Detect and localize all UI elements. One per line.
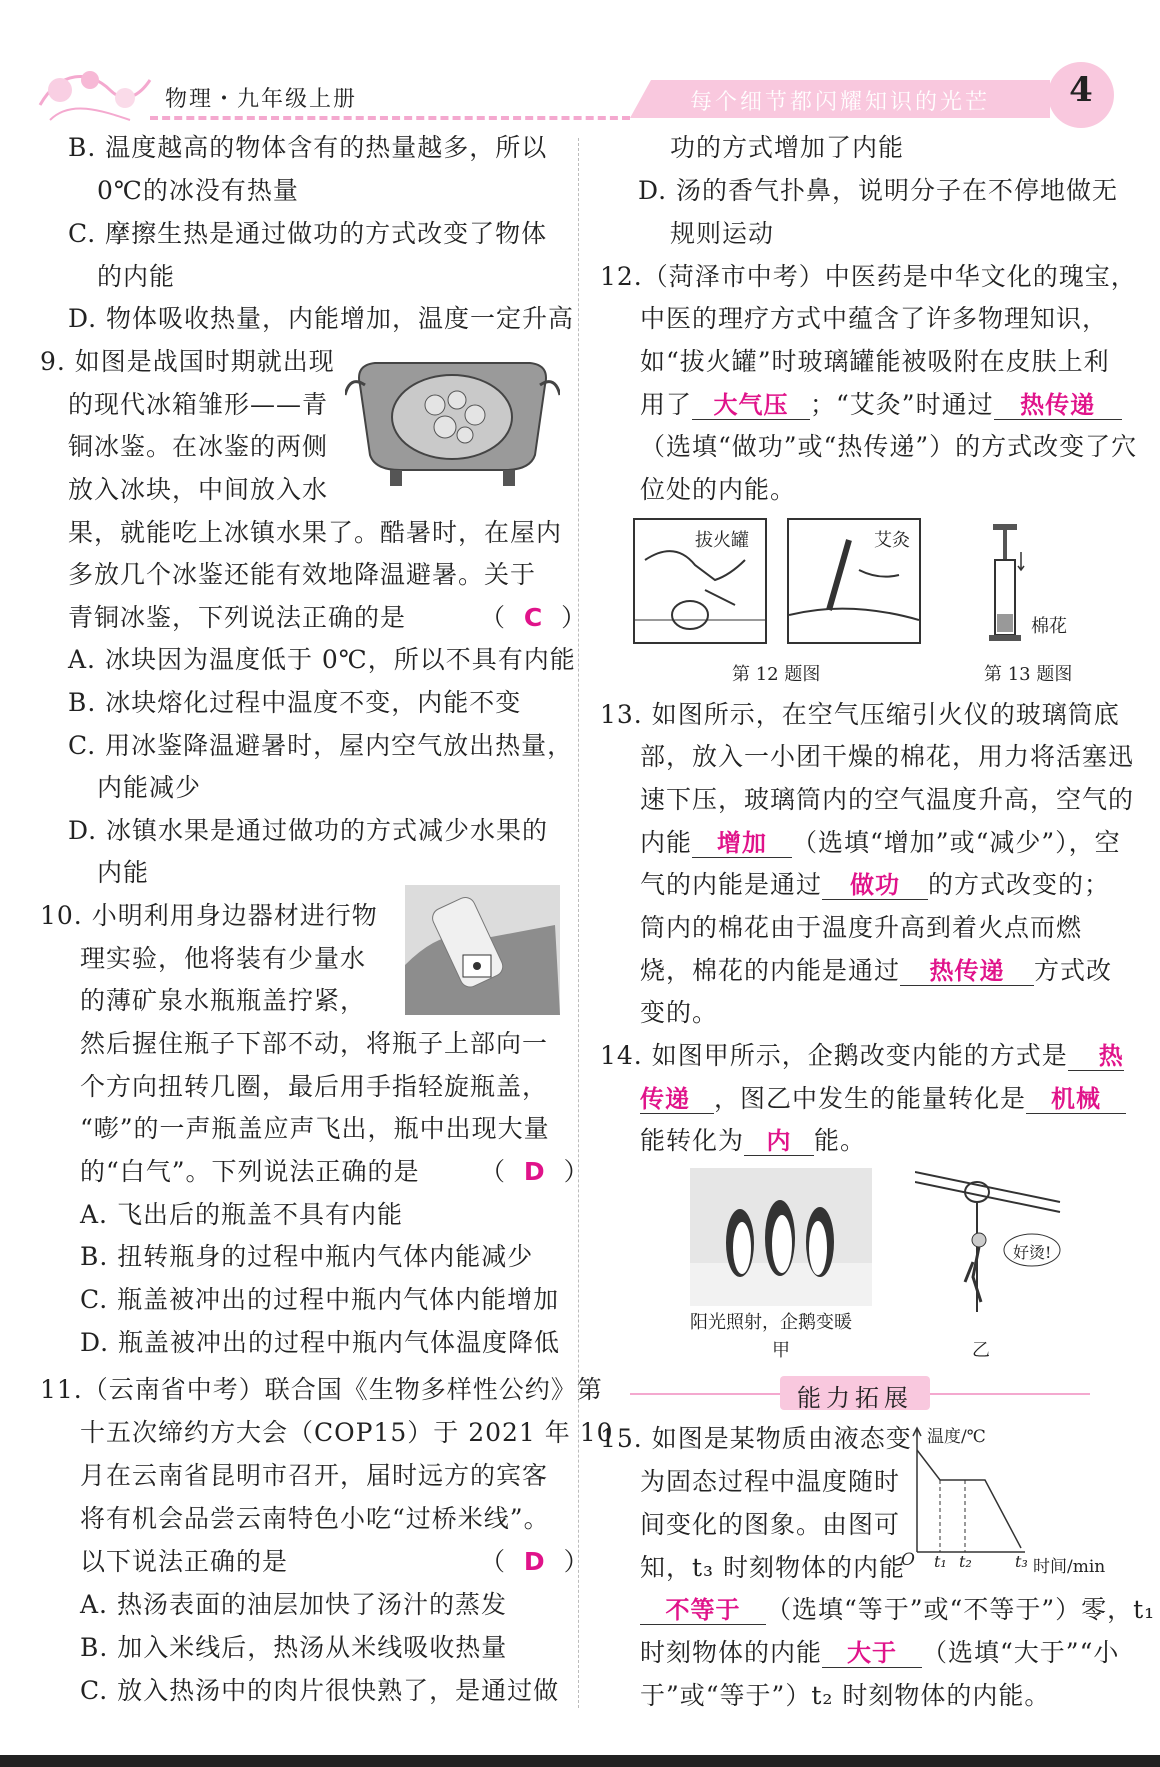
q11-line-3: 月在云南省昆明市召开，届时远方的宾客 — [80, 1461, 549, 1490]
q9-answer-bracket: （ C ） — [480, 603, 588, 632]
q14-blank-1a: 热 — [1068, 1042, 1124, 1071]
graph-tick-t1: t₁ — [934, 1552, 947, 1571]
penguins-drawing — [690, 1168, 872, 1306]
q9-line-2: 的现代冰箱雏形——青 — [68, 390, 329, 419]
q11-option-c-2: 功的方式增加了内能 — [670, 133, 905, 162]
q9-option-c-1: C. 用冰鉴降温避暑时，屋内空气放出热量， — [68, 731, 574, 760]
q11-line-4: 将有机会品尝云南特色小吃“过桥米线”。 — [80, 1504, 550, 1533]
q10-option-d: D. 瓶盖被冲出的过程中瓶内气体温度降低 — [80, 1328, 561, 1357]
q13-line-6: 筒内的棉花由于温度升高到着火点而燃 — [640, 913, 1083, 942]
fig14-jia-label: 甲 — [772, 1340, 790, 1361]
graph-y-label: 温度/℃ — [927, 1427, 986, 1447]
fig12-caption: 第 12 题图 — [732, 664, 821, 685]
bottom-bar — [0, 1755, 1160, 1767]
q11-option-a: A. 热汤表面的油层加快了汤汁的蒸发 — [80, 1590, 507, 1619]
q9-line-6: 多放几个冰鉴还能有效地降温避暑。关于 — [68, 560, 537, 589]
q8-option-d: D. 物体吸收热量，内能增加，温度一定升高 — [68, 304, 575, 333]
q15-text-a: （选填“等于”或“不等于”）零，t₁ — [766, 1595, 1156, 1624]
q10-line-3: 的薄矿泉水瓶瓶盖拧紧， — [80, 986, 367, 1015]
q8-option-b-2: 0℃的冰没有热量 — [97, 176, 299, 205]
q10-line-4: 然后握住瓶子下部不动，将瓶子上部向一 — [80, 1029, 549, 1058]
q9-option-d-1: D. 冰镇水果是通过做功的方式减少水果的 — [68, 816, 549, 845]
q9-option-d-2: 内能 — [97, 858, 150, 887]
q9-line-7 — [68, 603, 588, 633]
header-dashed-line — [150, 116, 630, 120]
page-number: 4 — [1069, 70, 1093, 110]
q13-text-b: （选填“增加”或“减少”），空 — [792, 828, 1121, 857]
fig14-yi-label: 乙 — [972, 1340, 990, 1361]
q15-blank-2: 大于 — [822, 1639, 922, 1668]
cooling-curve-graph — [901, 1420, 1125, 1577]
q14-text-d: 能。 — [814, 1126, 867, 1155]
fig12-moxibustion — [787, 518, 921, 644]
q10-line-2: 理实验，他将装有少量水 — [80, 944, 367, 973]
q15-line-2: 为固态过程中温度随时 — [640, 1467, 901, 1496]
q10-line-6: “嘭”的一声瓶盖应声飞出，瓶中出现大量 — [80, 1114, 550, 1143]
graph-tick-t3: t₃ — [1015, 1552, 1028, 1571]
bronze-ice-chest-figure — [345, 345, 560, 490]
q15-line-3: 间变化的图象。由图可 — [640, 1510, 901, 1539]
graph-tick-t2: t₂ — [959, 1552, 972, 1571]
q14-blank-3: 内 — [744, 1127, 814, 1156]
q9-option-a: A. 冰块因为温度低于 0℃，所以不具有内能 — [68, 645, 576, 674]
fire-syringe-drawing — [985, 522, 1025, 644]
q14-text-b: ，图乙中发生的能量转化是 — [714, 1084, 1027, 1113]
q13-text-f: 方式改 — [1034, 956, 1113, 985]
q15-line-6 — [640, 1638, 1119, 1668]
q9-stem-end: 青铜冰鉴，下列说法正确的是 — [68, 603, 407, 632]
q13-text-a: 内能 — [640, 828, 693, 857]
fig13-caption: 第 13 题图 — [984, 664, 1073, 685]
q12-line-1: 12.（菏泽市中考）中医药是中华文化的瑰宝， — [600, 262, 1137, 291]
q10-line-7 — [80, 1157, 590, 1187]
q14-text-a: 14. 如图甲所示，企鹅改变内能的方式是 — [600, 1041, 1068, 1070]
q13-line-5 — [640, 870, 1110, 900]
q12-line-4 — [640, 390, 1122, 420]
q12-blank-2: 热传递 — [994, 391, 1122, 420]
q10-option-c: C. 瓶盖被冲出的过程中瓶内气体内能增加 — [80, 1285, 560, 1314]
q10-option-b: B. 扭转瓶身的过程中瓶内气体内能减少 — [80, 1242, 534, 1271]
q9-answer: C — [523, 603, 544, 632]
q15-line-4: 知，t₃ 时刻物体的内能 — [640, 1553, 906, 1582]
q11-line-5 — [80, 1547, 590, 1577]
q13-text-c: 气的内能是通过 — [640, 870, 823, 899]
q14-line-3 — [640, 1126, 866, 1156]
q14-line-1 — [600, 1041, 1124, 1071]
book-title: 物理・九年级上册 — [165, 87, 358, 112]
fig14-rope-slide — [915, 1162, 1065, 1322]
q11-line-2: 十五次缔约方大会（COP15）于 2021 年 10 — [80, 1418, 614, 1447]
q9-line-5: 果，就能吃上冰镇水果了。酷暑时，在屋内 — [68, 518, 563, 547]
q9-line-3: 铜冰鉴。在冰鉴的两侧 — [68, 432, 329, 461]
q15-text-c: （选填“大于”“小 — [922, 1638, 1120, 1667]
q8-option-c-2: 的内能 — [97, 262, 176, 291]
q10-stem-end: 的“白气”。下列说法正确的是 — [80, 1157, 420, 1186]
q13-blank-2: 做功 — [822, 871, 928, 900]
q14-blank-2: 机械 — [1026, 1085, 1126, 1114]
q8-option-b-1: B. 温度越高的物体含有的热量越多，所以 — [68, 133, 548, 162]
q14-text-c: 能转化为 — [640, 1126, 745, 1155]
section-title: 能力拓展 — [797, 1384, 913, 1412]
q11-answer-bracket: （ D ） — [480, 1547, 590, 1576]
floral-ornament — [30, 50, 160, 130]
q12-text-b: ；“艾灸”时通过 — [810, 390, 994, 419]
q15-line-5 — [640, 1595, 1155, 1625]
q12-line-2: 中医的理疗方式中蕴含了许多物理知识， — [640, 304, 1109, 333]
q10-answer: D — [523, 1157, 546, 1186]
q15-blank-1: 不等于 — [640, 1596, 766, 1625]
fig14-penguins — [690, 1168, 872, 1306]
q13-line-2: 部，放入一小团干燥的棉花，用力将活塞迅 — [640, 742, 1135, 771]
q11-option-d-1: D. 汤的香气扑鼻，说明分子在不停地做无 — [638, 176, 1119, 205]
q13-line-3: 速下压，玻璃筒内的空气温度升高，空气的 — [640, 785, 1135, 814]
q14-blank-1b: 传递 — [640, 1085, 714, 1114]
q10-option-a: A. 飞出后的瓶盖不具有内能 — [80, 1200, 403, 1229]
q13-line-8: 变的。 — [640, 998, 719, 1027]
graph-origin: O — [901, 1550, 915, 1570]
column-divider — [578, 138, 579, 1708]
fig14-speech-bubble: 好烫! — [1013, 1243, 1052, 1262]
q10-line-1: 10. 小明利用身边器材进行物 — [40, 901, 378, 930]
q9-option-b: B. 冰块熔化过程中温度不变，内能不变 — [68, 688, 522, 717]
q12-line-5: （选填“做功”或“热传递”）的方式改变了穴 — [640, 432, 1138, 461]
q11-option-d-2: 规则运动 — [670, 219, 775, 248]
q11-option-c-1: C. 放入热汤中的肉片很快熟了，是通过做 — [80, 1676, 560, 1705]
q10-line-5: 个方向扭转几圈，最后用手指轻旋瓶盖， — [80, 1072, 549, 1101]
slogan-text: 每个细节都闪耀知识的光芒 — [690, 90, 991, 115]
q15-line-1: 15. 如图是某物质由液态变 — [600, 1424, 912, 1453]
graph-x-label: 时间/min — [1033, 1557, 1106, 1577]
q9-line-4: 放入冰块，中间放入水 — [68, 475, 329, 504]
q14-line-2 — [640, 1084, 1126, 1114]
q12-text-a: 用了 — [640, 390, 693, 419]
fig14-jia-caption: 阳光照射，企鹅变暖 — [690, 1312, 852, 1333]
q12-line-6: 位处的内能。 — [640, 475, 797, 504]
q9-line-1: 9. 如图是战国时期就出现 — [40, 347, 335, 376]
q13-blank-1: 增加 — [692, 829, 792, 858]
q15-text-b: 时刻物体的内能 — [640, 1638, 823, 1667]
fig13-fire-syringe — [985, 522, 1075, 644]
q12-blank-1: 大气压 — [692, 391, 810, 420]
fig12-label-cupping: 拔火罐 — [695, 530, 749, 551]
q15-line-7: 于”或“等于”）t₂ 时刻物体的内能。 — [640, 1681, 1051, 1710]
q13-line-4 — [640, 828, 1121, 858]
q9-option-c-2: 内能减少 — [97, 773, 202, 802]
q11-option-b: B. 加入米线后，热汤从米线吸收热量 — [80, 1633, 508, 1662]
fig12-label-moxibustion: 艾灸 — [874, 530, 910, 551]
bottle-twist-photo — [405, 885, 560, 1015]
q11-stem-end: 以下说法正确的是 — [80, 1547, 289, 1576]
q11-line-1: 11.（云南省中考）联合国《生物多样性公约》第 — [40, 1375, 603, 1404]
fig12-cupping — [633, 518, 767, 644]
q13-text-e: 烧，棉花的内能是通过 — [640, 956, 901, 985]
q13-line-7 — [640, 956, 1112, 986]
q13-text-d: 的方式改变的； — [928, 870, 1111, 899]
q13-blank-3: 热传递 — [900, 957, 1034, 986]
q8-option-c-1: C. 摩擦生热是通过做功的方式改变了物体 — [68, 219, 548, 248]
q13-line-1: 13. 如图所示，在空气压缩引火仪的玻璃筒底 — [600, 700, 1120, 729]
q12-line-3: 如“拔火罐”时玻璃罐能被吸附在皮肤上利 — [640, 347, 1110, 376]
q10-answer-bracket: （ D ） — [480, 1157, 590, 1186]
q11-answer: D — [523, 1547, 546, 1576]
fig13-label-cotton: 棉花 — [1031, 616, 1067, 637]
page-header — [0, 40, 1160, 130]
